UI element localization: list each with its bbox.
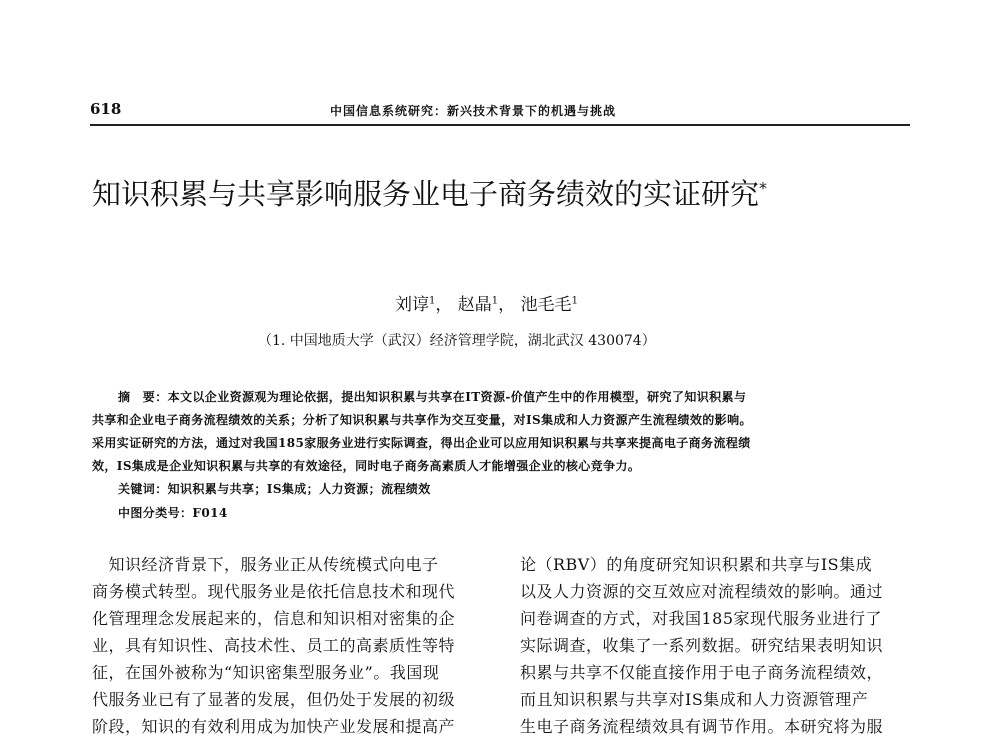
body-line: 征，在国外被称为“知识密集型服务业”。我国现 (92, 663, 440, 682)
title-footnote-mark: * (759, 178, 768, 198)
header-rule (90, 124, 910, 126)
author-affil-mark: 1 (429, 295, 436, 307)
body-line: 知识经济背景下，服务业正从传统模式向电子 (92, 555, 439, 574)
keywords: 关键词：知识积累与共享；IS集成；人力资源；流程绩效 (118, 482, 431, 496)
classification-number: 中图分类号：F014 (118, 506, 228, 520)
paper-title (92, 172, 767, 213)
author: 赵晶 (457, 295, 492, 315)
author: 池毛毛 (520, 295, 572, 315)
author: 刘谆 (395, 295, 429, 315)
body-line: 商务模式转型。现代服务业是依托信息技术和现代 (92, 582, 456, 601)
abstract-line: 效，IS集成是企业知识积累与共享的有效途径，同时电子商务高素质人才能增强企业的核心竞争力。 (92, 459, 641, 473)
body-line: 化管理理念发展起来的，信息和知识相对密集的企 (92, 609, 456, 628)
running-header: 中国信息系统研究：新兴技术背景下的机遇与挑战 (330, 104, 617, 118)
body-line: 阶段，知识的有效利用成为加快产业发展和提高产 (92, 717, 456, 736)
body-line: 以及人力资源的交互效应对流程绩效的影响。通过 (520, 582, 884, 601)
author-affil-mark: 1 (491, 295, 499, 307)
affiliation: （1. 中国地质大学（武汉）经济管理学院，湖北武汉 430074） (258, 333, 656, 349)
body-line: 代服务业已有了显著的发展，但仍处于发展的初级 (92, 690, 456, 709)
body-line: 论（RBV）的角度研究知识积累和共享与IS集成 (520, 555, 873, 574)
body-line: 而且知识积累与共享对IS集成和人力资源管理产 (520, 690, 869, 709)
abstract-line: 采用实证研究的方法，通过对我国185家服务业进行实际调查，得出企业可以应用知识积累与共享来提高电子商务流程绩 (92, 436, 751, 450)
body-line: 问卷调查的方式，对我国185家现代服务业进行了 (520, 609, 883, 628)
body-line: 业，具有知识性、高技术性、员工的高素质性等特 (92, 636, 456, 655)
body-line: 生电子商务流程绩效具有调节作用。本研究将为服 (520, 717, 884, 736)
body-line: 实际调查，收集了一系列数据。研究结果表明知识 (520, 636, 884, 655)
author-list: 刘谆$^1$， 赵晶$^1$， 池毛毛$^1$ (395, 295, 578, 315)
author-affil-mark: 1 (571, 295, 578, 307)
abstract-line: 摘 要：本文以企业资源观为理论依据，提出知识积累与共享在IT资源-价值产生中的作用模型，研究了知识积累与 (118, 390, 747, 404)
body-line: 积累与共享不仅能直接作用于电子商务流程绩效， (520, 663, 884, 682)
page-number: 618 (90, 100, 122, 118)
title-text: 知识积累与共享影响服务业电子商务绩效的实证研究 (92, 177, 760, 211)
abstract-line: 共享和企业电子商务流程绩效的关系；分析了知识积累与共享作为交互变量，对IS集成和人力资源产生流程绩效的影响。 (92, 413, 752, 427)
